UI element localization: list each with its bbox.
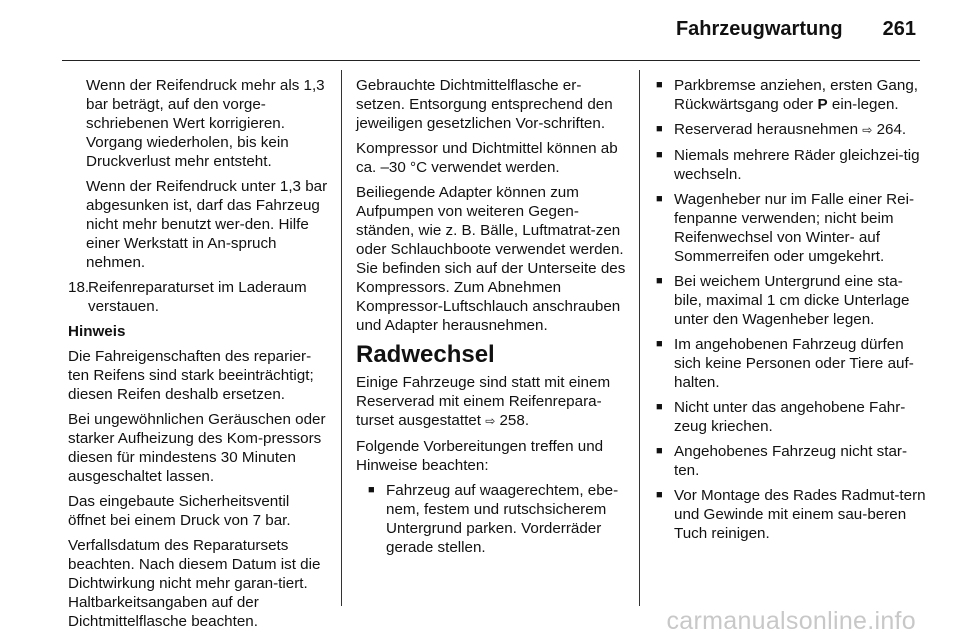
column-divider-1	[341, 70, 342, 606]
bullet-square-icon: ■	[656, 123, 663, 135]
page-ref-link[interactable]: 264	[876, 121, 902, 138]
list-item	[654, 76, 926, 114]
list-item-text: Bei weichem Untergrund eine sta-bile, maximal 1 cm dicke Unterlage unter den Wagenheber legen.	[674, 273, 910, 328]
list-item-text: Im angehobenen Fahrzeug dürfen sich keine Personen oder Tiere auf-halten.	[674, 336, 914, 391]
page-header	[62, 18, 916, 58]
paragraph: Kompressor und Dichtmittel können ab ca. –30 °C verwendet werden.	[356, 140, 618, 176]
list-item-text: ein-legen.	[831, 96, 899, 113]
paragraph: Gebrauchte Dichtmittelflasche er-setzen. Entsorgung entsprechend den jeweiligen gesetzlichen Vor-schriften.	[356, 77, 613, 132]
paragraph: Folgende Vorbereitungen treffen und Hinweise beachten:	[356, 438, 604, 474]
column-2	[356, 76, 626, 563]
note-title: Hinweis	[68, 323, 126, 340]
list-item-text: Niemals mehrere Räder gleichzei-tig wechseln.	[674, 147, 920, 183]
list-item	[654, 120, 926, 140]
header-rule	[62, 60, 920, 61]
list-item-text: Angehobenes Fahrzeug nicht star-ten.	[674, 443, 908, 479]
page-number: 261	[882, 18, 916, 40]
paragraph: Das eingebaute Sicherheitsventil öffnet bei einem Druck von 7 bar.	[68, 493, 291, 529]
list-item-text: Reserverad herausnehmen	[674, 121, 859, 138]
column-3	[654, 76, 926, 549]
column-divider-2	[639, 70, 640, 606]
paragraph: Wenn der Reifendruck unter 1,3 bar abgesunken ist, darf das Fahrzeug nicht mehr benutzt wer-den. Hilfe einer Werkstatt in An-spruch nehmen.	[86, 178, 328, 271]
bullet-square-icon: ■	[656, 193, 663, 205]
list-item-end: .	[901, 121, 907, 138]
list-item	[654, 442, 926, 480]
page-ref-arrow-icon: ⇨	[862, 123, 873, 137]
list-item	[654, 272, 926, 329]
list-item	[356, 481, 626, 557]
paragraph-text: Einige Fahrzeuge sind statt mit einem Reserverad mit einem Reifenrepara-turset ausgestattet	[356, 374, 611, 429]
step-text: Reifenreparaturset im Laderaum verstauen.	[88, 279, 307, 315]
list-item-text: Nicht unter das angehobene Fahr-zeug kriechen.	[674, 399, 906, 435]
bullet-square-icon: ■	[656, 338, 663, 350]
bullet-square-icon: ■	[656, 149, 663, 161]
list-item	[654, 190, 926, 266]
watermark: carmanualsonline.info	[666, 607, 916, 635]
list-item	[654, 146, 926, 184]
bullet-square-icon: ■	[656, 445, 663, 457]
bullet-square-icon: ■	[656, 401, 663, 413]
paragraph: Bei ungewöhnlichen Geräuschen oder starker Aufheizung des Kom-pressors diesen für mindestens 30 Minuten ausgeschaltet lassen.	[68, 411, 326, 485]
paragraph: Beiliegende Adapter können zum Aufpumpen von weiteren Gegen-ständen, wie z. B. Bälle, Luftmatrat-zen oder Schlauchboote verwendet werden. Sie befinden sich auf der Unterseite des Kompressors. Zum Abnehmen Kompressor-Luftschlauch anschrauben und Adapter herausnehmen.	[356, 184, 626, 334]
page-ref-link[interactable]: 258	[499, 412, 525, 429]
list-item-text: Parkbremse anziehen, ersten Gang, Rückwärtsgang oder	[674, 77, 918, 113]
paragraph: Verfallsdatum des Reparatursets beachten. Nach diesem Datum ist die Dichtwirkung nicht mehr garan-tiert. Haltbarkeitsangaben auf der Dichtmittelflasche beachten.	[68, 537, 321, 630]
step-18	[68, 278, 330, 316]
list-item-text: Fahrzeug auf waagerechtem, ebe-nem, festem und rutschsicherem Untergrund parken. Vorderräder gerade stellen.	[386, 482, 619, 556]
paragraph-with-ref	[356, 373, 626, 431]
column-1	[68, 76, 330, 637]
paragraph-end: .	[524, 412, 530, 429]
page-ref-arrow-icon: ⇨	[485, 414, 496, 428]
bullet-square-icon: ■	[656, 275, 663, 287]
list-item	[654, 335, 926, 392]
bullet-square-icon: ■	[656, 79, 663, 91]
step-number: 18.	[68, 279, 90, 296]
section-heading: Radwechsel	[356, 341, 495, 368]
list-item-text: Vor Montage des Rades Radmut-tern und Gewinde mit einem sau-beren Tuch reinigen.	[674, 487, 926, 542]
bullet-square-icon: ■	[656, 489, 663, 501]
bullet-square-icon: ■	[368, 484, 375, 496]
paragraph: Wenn der Reifendruck mehr als 1,3 bar beträgt, auf den vorge-schriebenen Wert korrigieren. Vorgang wiederholen, bis kein Druckverlust mehr entsteht.	[86, 77, 325, 170]
list-item	[654, 486, 926, 543]
gear-letter: P	[817, 96, 828, 113]
note-text: Die Fahreigenschaften des reparier-ten Reifens sind stark beeinträchtigt; diesen Reifen deshalb ersetzen.	[68, 348, 314, 403]
list-item-text: Wagenheber nur im Falle einer Rei-fenpanne verwenden; nicht beim Reifenwechsel von Winter- auf Sommerreifen oder umgekehrt.	[674, 191, 915, 265]
list-item	[654, 398, 926, 436]
section-title: Fahrzeugwartung	[675, 18, 843, 40]
